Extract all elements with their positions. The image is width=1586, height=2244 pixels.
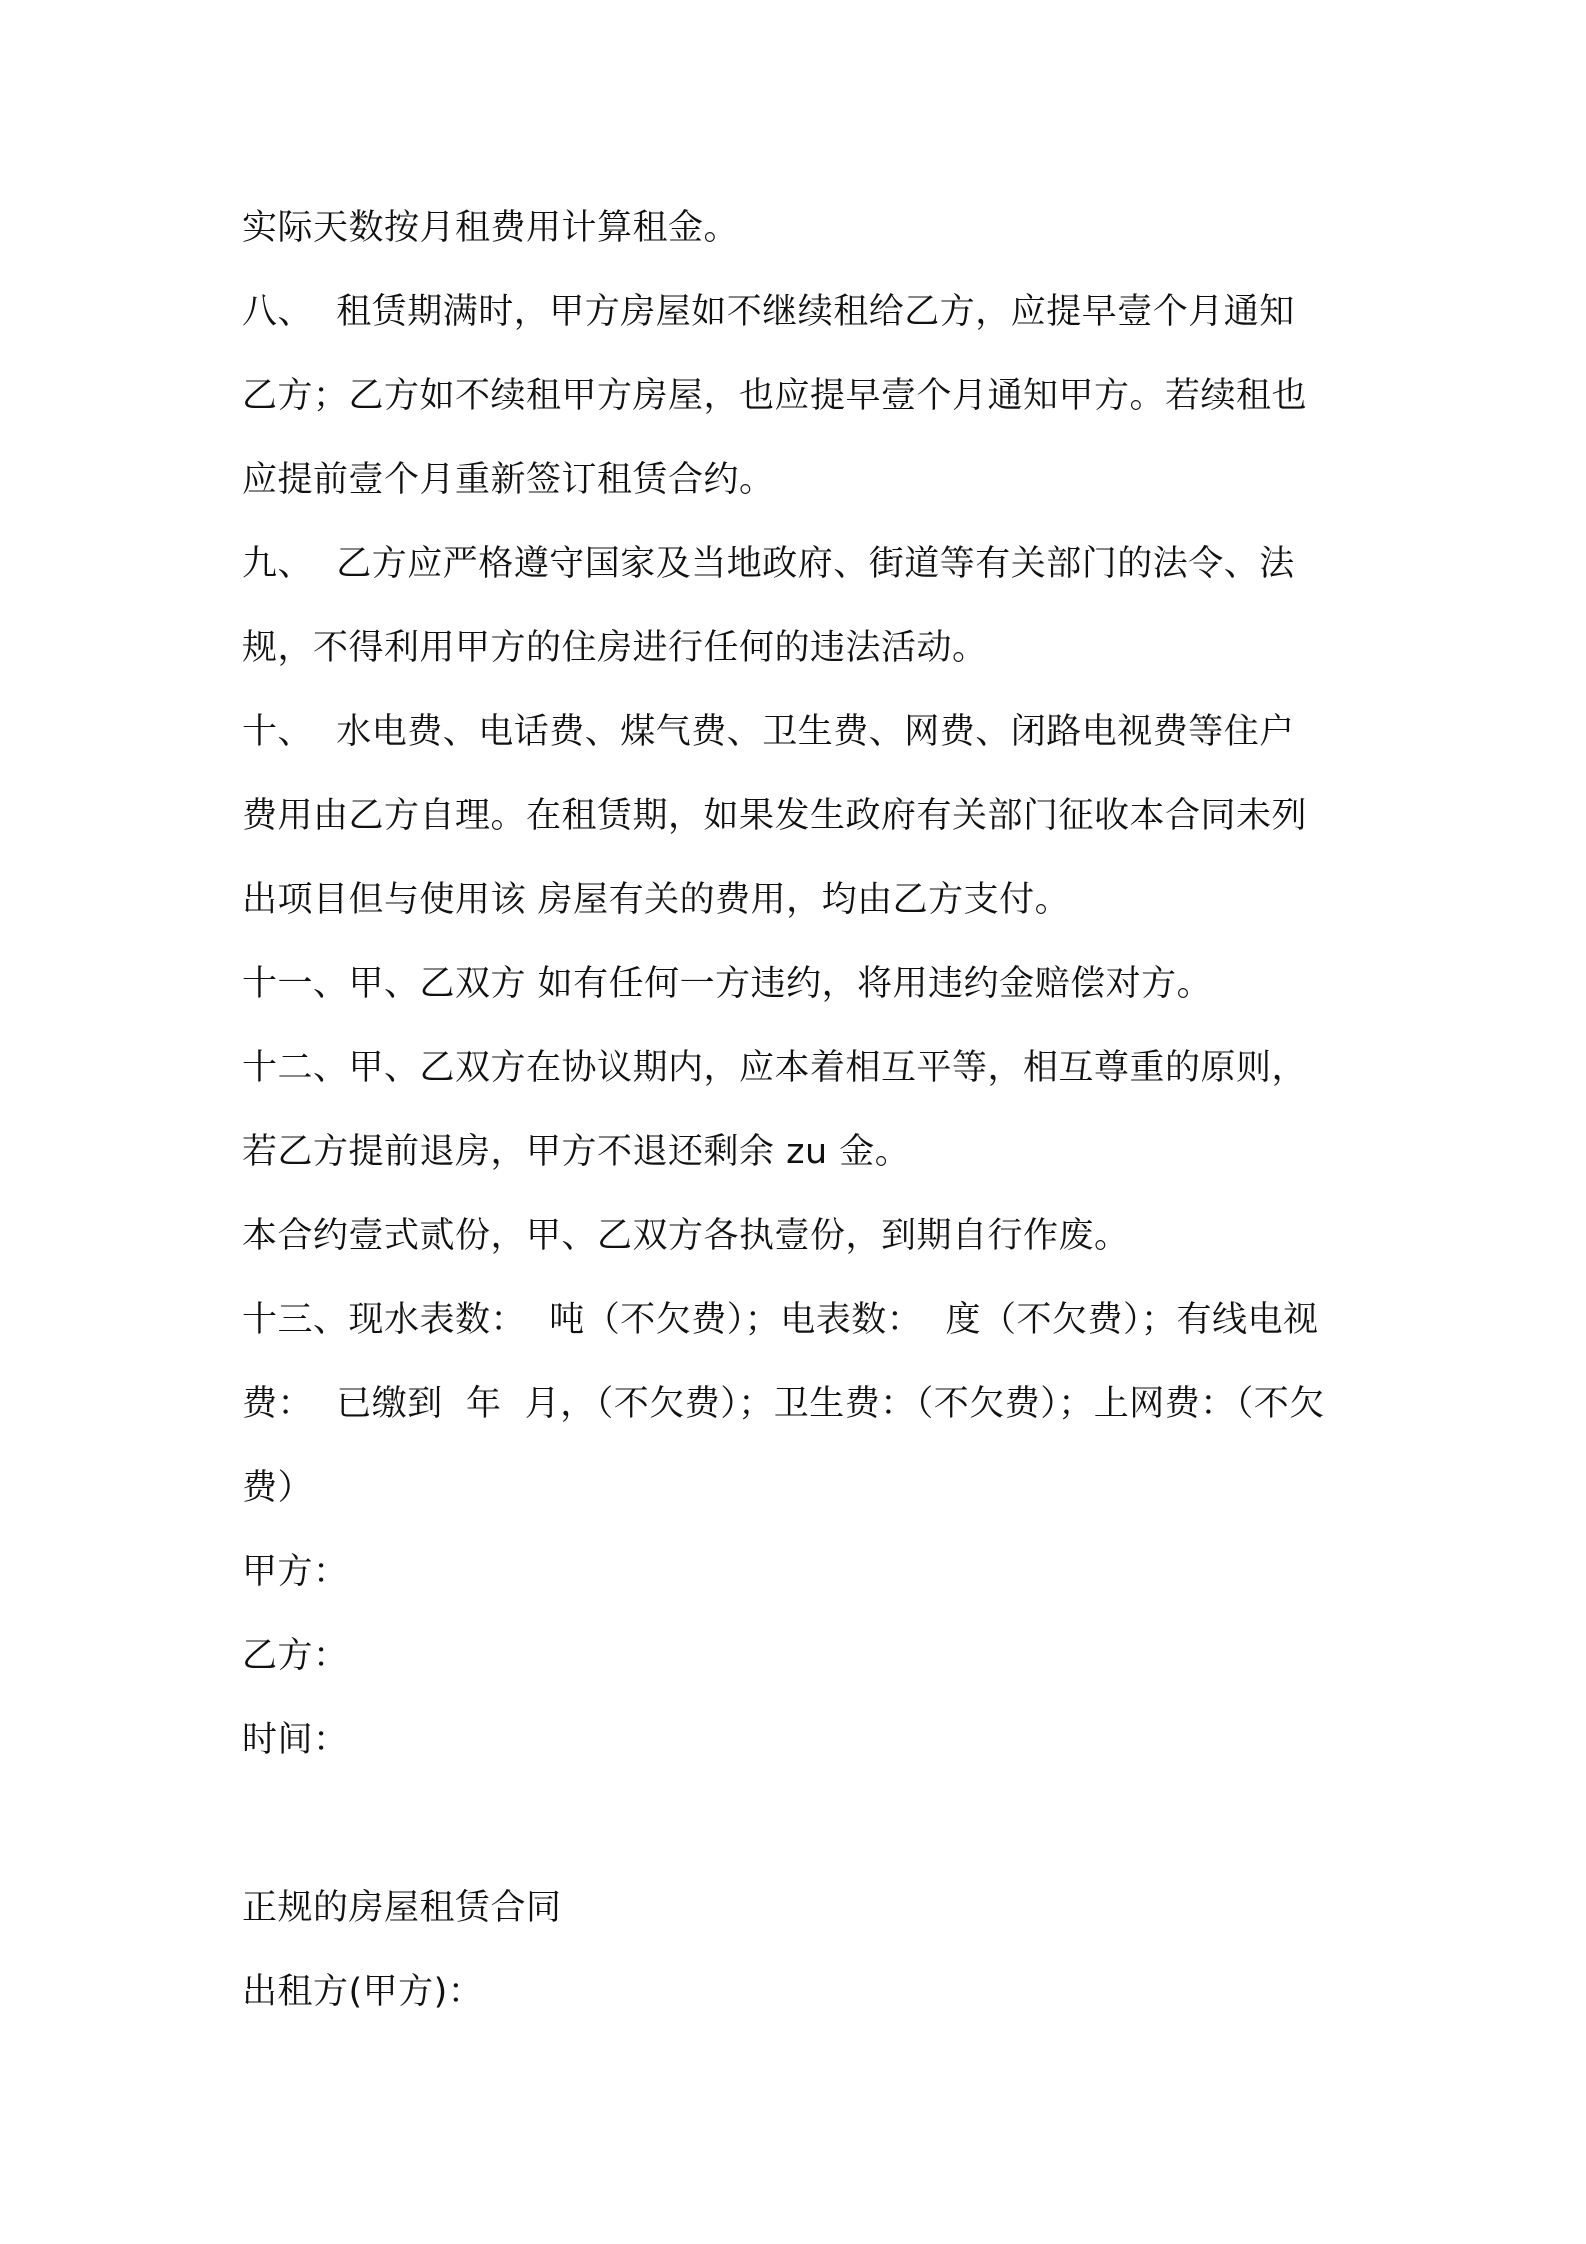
party-a-signature-label: 甲方：: [242, 1552, 349, 1592]
lessor-label: 出租方(甲方)：: [242, 1972, 484, 2012]
clause-10-line-1: 十、 水电费、电话费、煤气费、卫生费、网费、闭路电视费等住户: [242, 712, 1295, 752]
clause-10-line-3: 出项目但与使用该 房屋有关的费用，均由乙方支付。: [242, 880, 1071, 920]
clause-9-line-1: 九、 乙方应严格遵守国家及当地政府、街道等有关部门的法令、法: [242, 544, 1295, 584]
clause-10-line-2: 费用由乙方自理。在租赁期，如果发生政府有关部门征收本合同未列: [242, 796, 1308, 836]
copies-statement: 本合约壹式贰份，甲、乙双方各执壹份，到期自行作废。: [242, 1216, 1130, 1256]
date-label: 时间：: [242, 1720, 349, 1760]
clause-11-line: 十一、甲、乙双方 如有任何一方违约，将用违约金赔偿对方。: [242, 964, 1213, 1004]
clause-8-line-1: 八、 租赁期满时，甲方房屋如不继续租给乙方，应提早壹个月通知: [242, 292, 1295, 332]
clause-9-line-2: 规，不得利用甲方的住房进行任何的违法活动。: [242, 628, 988, 668]
contract-title: 正规的房屋租赁合同: [242, 1888, 562, 1928]
clause-12-line-2: 若乙方提前退房，甲方不退还剩余 zu 金。: [242, 1132, 911, 1172]
clause-8-line-3: 应提前壹个月重新签订租赁合约。: [242, 460, 775, 500]
clause-13-line-1: 十三、现水表数： 吨（不欠费）；电表数： 度（不欠费）；有线电视: [242, 1300, 1319, 1340]
clause-12-line-1: 十二、甲、乙双方在协议期内，应本着相互平等，相互尊重的原则，: [242, 1048, 1308, 1088]
text-line-1: 实际天数按月租费用计算租金。: [242, 208, 740, 248]
clause-13-line-2: 费： 已缴到 年 月，（不欠费）；卫生费：（不欠费）；上网费：（不欠: [242, 1384, 1325, 1424]
clause-8-line-2: 乙方；乙方如不续租甲方房屋，也应提早壹个月通知甲方。若续租也: [242, 376, 1308, 416]
clause-13-line-3: 费）: [242, 1468, 314, 1508]
party-b-signature-label: 乙方：: [242, 1636, 349, 1676]
